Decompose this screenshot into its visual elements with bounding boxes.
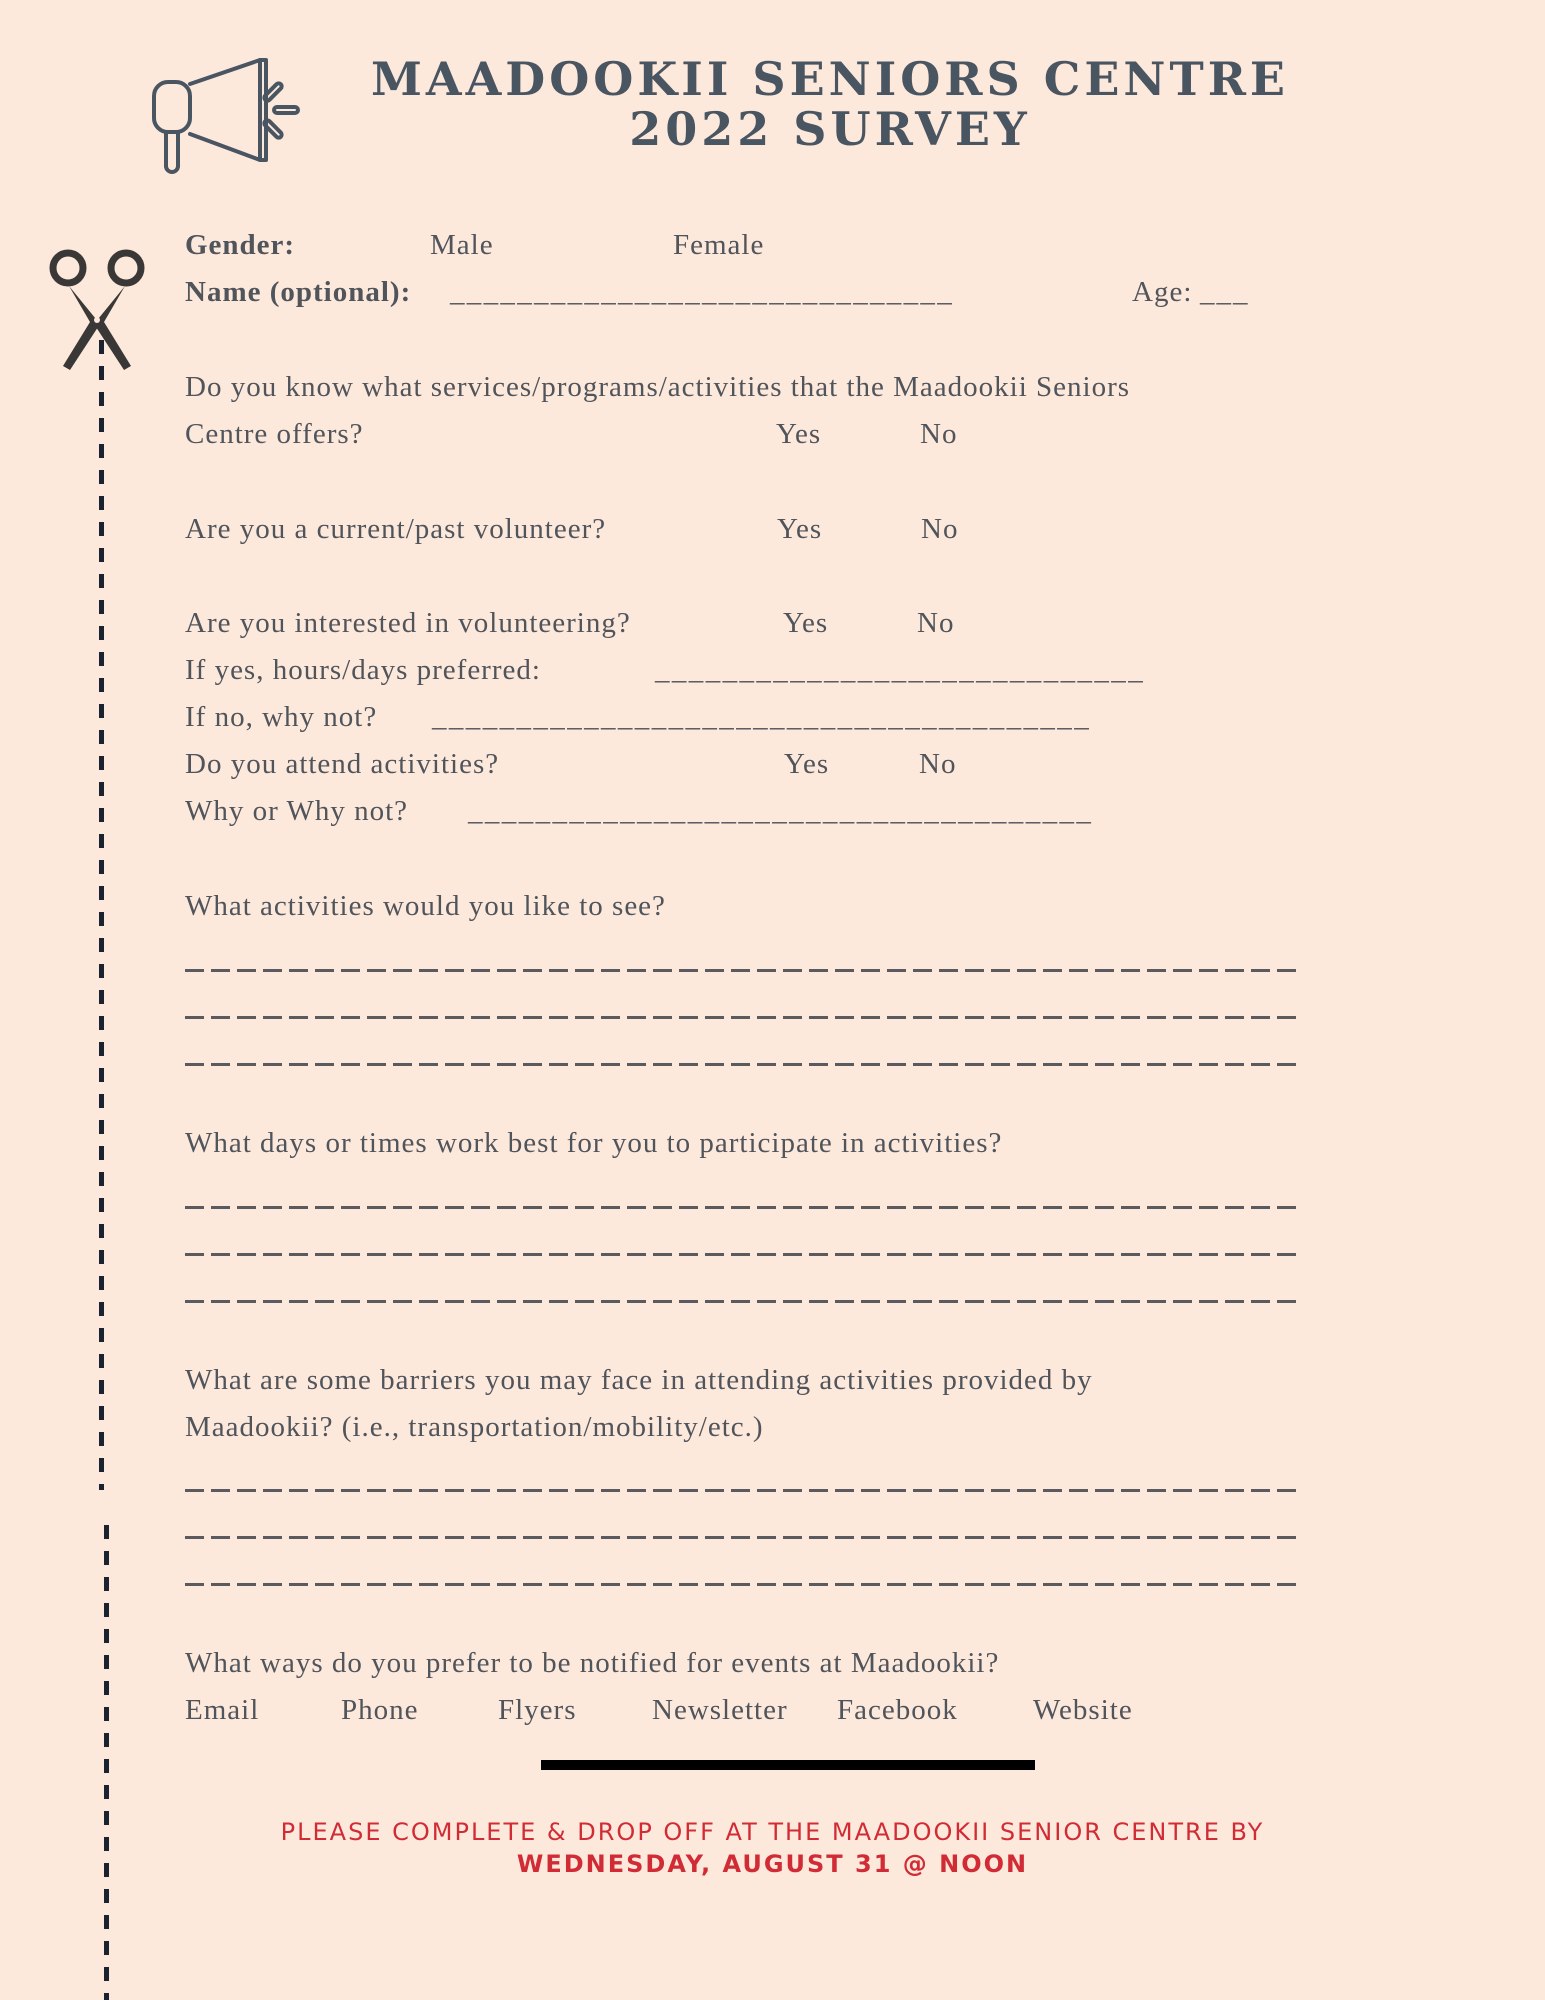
- question-activities: What activities would you like to see?: [185, 890, 666, 922]
- attend-yes[interactable]: Yes: [784, 748, 830, 780]
- days-answer-line-2[interactable]: [185, 1253, 1297, 1256]
- scissors-icon: [48, 242, 146, 377]
- question-volunteer: Are you a current/past volunteer?: [185, 513, 607, 545]
- activities-answer-line-3[interactable]: [185, 1063, 1297, 1066]
- barriers-answer-line-1[interactable]: [185, 1489, 1297, 1492]
- barriers-answer-line-3[interactable]: [185, 1583, 1297, 1586]
- notify-option-website[interactable]: Website: [1033, 1694, 1133, 1726]
- notify-option-phone[interactable]: Phone: [341, 1694, 419, 1726]
- name-field[interactable]: ______________________________: [450, 276, 954, 308]
- attend-why-field[interactable]: _____________________________________: [468, 795, 1094, 827]
- activities-answer-line-1[interactable]: [185, 969, 1297, 972]
- question-interested: Are you interested in volunteering?: [185, 607, 631, 639]
- volunteer-yes[interactable]: Yes: [777, 513, 823, 545]
- age-label: Age:: [1132, 276, 1193, 308]
- hours-field[interactable]: _____________________________: [655, 654, 1146, 686]
- question-notify: What ways do you prefer to be notified for events at Maadookii?: [185, 1647, 1000, 1679]
- survey-title-line1: MAADOOKII SENIORS CENTRE: [371, 52, 1289, 106]
- notify-option-newsletter[interactable]: Newsletter: [652, 1694, 788, 1726]
- gender-label: Gender:: [185, 229, 296, 261]
- survey-title-line2: 2022 SURVEY: [629, 102, 1031, 156]
- days-answer-line-1[interactable]: [185, 1206, 1297, 1209]
- footer-instruction: PLEASE COMPLETE & DROP OFF AT THE MAADOOKII SENIOR CENTRE BY: [280, 1818, 1265, 1846]
- question-hours: If yes, hours/days preferred:: [185, 654, 541, 686]
- notify-option-flyers[interactable]: Flyers: [498, 1694, 577, 1726]
- footer-deadline: WEDNESDAY, AUGUST 31 @ NOON: [516, 1850, 1029, 1878]
- days-answer-line-3[interactable]: [185, 1300, 1297, 1303]
- divider-bar: [541, 1760, 1035, 1770]
- age-field[interactable]: ___: [1200, 276, 1250, 308]
- notify-option-email[interactable]: Email: [185, 1694, 260, 1726]
- gender-option-male[interactable]: Male: [430, 229, 494, 261]
- services-yes[interactable]: Yes: [776, 418, 822, 450]
- cut-line-lower: [104, 1525, 109, 2000]
- why-not-field[interactable]: _______________________________________: [432, 701, 1092, 733]
- interested-yes[interactable]: Yes: [783, 607, 829, 639]
- attend-no[interactable]: No: [919, 748, 957, 780]
- interested-no[interactable]: No: [917, 607, 955, 639]
- question-why-not: If no, why not?: [185, 701, 378, 733]
- question-barriers-line1: What are some barriers you may face in attending activities provided by: [185, 1364, 1093, 1396]
- question-attend: Do you attend activities?: [185, 748, 500, 780]
- volunteer-no[interactable]: No: [921, 513, 959, 545]
- activities-answer-line-2[interactable]: [185, 1016, 1297, 1019]
- notify-option-facebook[interactable]: Facebook: [837, 1694, 958, 1726]
- question-services-line2: Centre offers?: [185, 418, 364, 450]
- question-services-line1: Do you know what services/programs/activities that the Maadookii Seniors: [185, 371, 1131, 403]
- barriers-answer-line-2[interactable]: [185, 1536, 1297, 1539]
- cut-line-upper: [99, 340, 104, 1490]
- question-days: What days or times work best for you to participate in activities?: [185, 1127, 1003, 1159]
- gender-option-female[interactable]: Female: [673, 229, 765, 261]
- question-attend-why: Why or Why not?: [185, 795, 409, 827]
- services-no[interactable]: No: [920, 418, 958, 450]
- name-label: Name (optional):: [185, 276, 412, 308]
- megaphone-icon: [148, 56, 318, 176]
- question-barriers-line2: Maadookii? (i.e., transportation/mobility/etc.): [185, 1411, 764, 1443]
